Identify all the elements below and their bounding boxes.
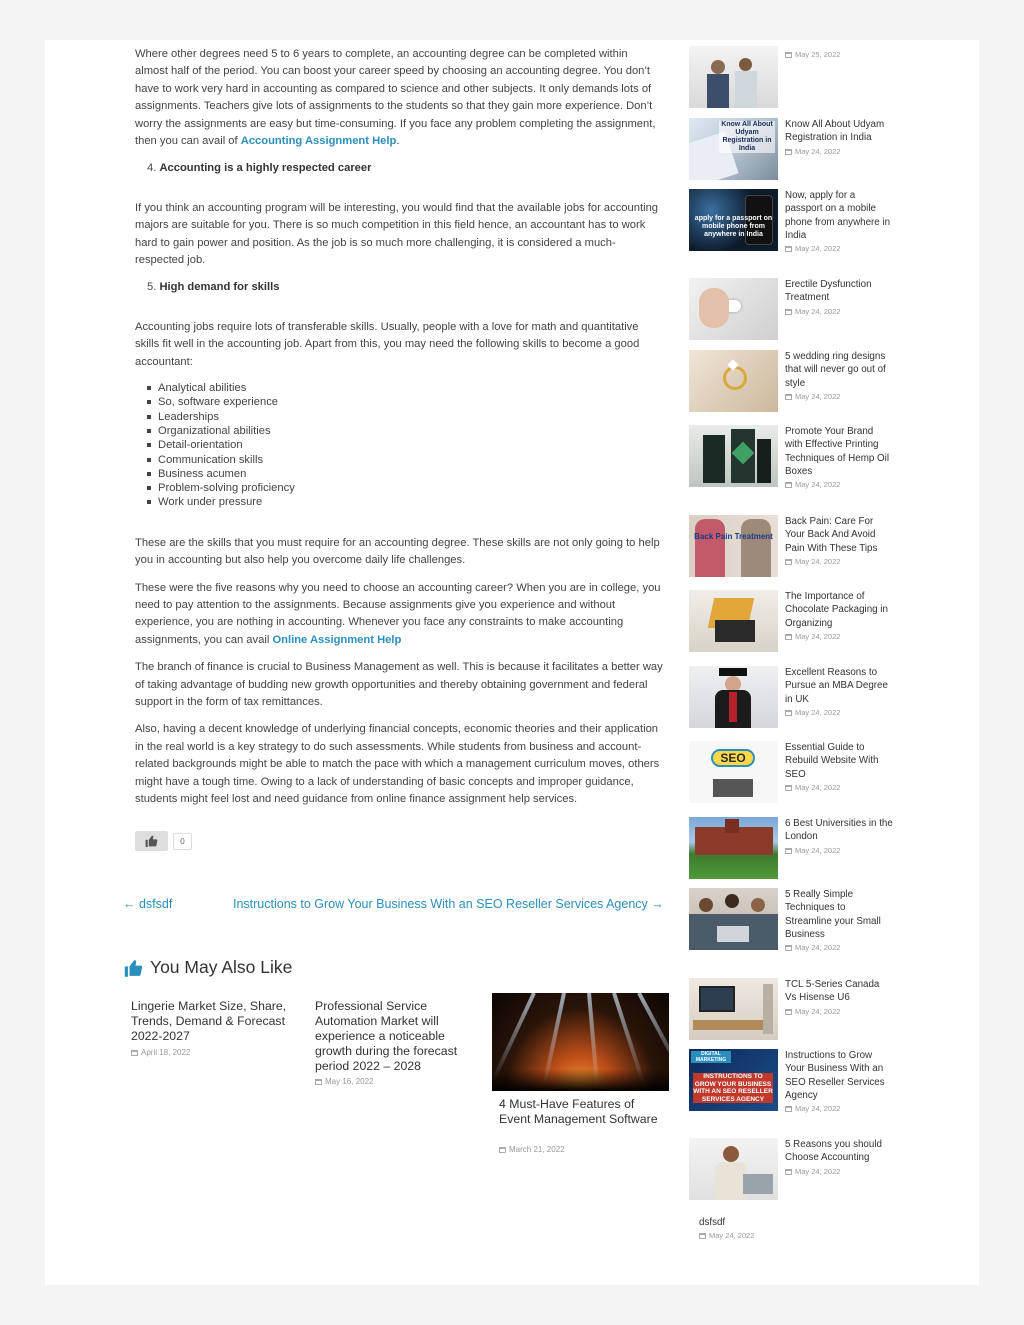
sidebar-post-date: May 24, 2022 [785, 147, 893, 156]
sidebar-post-thumbnail[interactable] [689, 278, 778, 340]
calendar-icon [785, 394, 792, 400]
online-assignment-help-link[interactable]: Online Assignment Help [272, 633, 402, 646]
sidebar-post-date: May 24, 2022 [785, 557, 893, 566]
sidebar-post-title[interactable]: 5 Really Simple Techniques to Streamline your Small Business [785, 889, 881, 940]
sidebar-post-date: May 25, 2022 [785, 50, 893, 59]
thumbs-up-icon [145, 835, 158, 847]
calendar-icon [785, 52, 792, 58]
calendar-icon [785, 559, 792, 565]
related-post-date: May 16, 2022 [315, 1077, 373, 1086]
calendar-icon [699, 1233, 706, 1239]
paragraph-7: Also, having a decent knowledge of underlying financial concepts, economic theories and their application in the real world is a key strategy to do such assessments. While students from business and account-related backgrounds might be able to match the pace with which a management curriculum moves, others might have a tough time. Owing to a lack of understanding of basic concepts and improper guidance, students might feel lost and need guidance from online finance assignment help services. [135, 723, 660, 806]
sidebar-post-date: May 24, 2022 [785, 708, 893, 717]
calendar-icon [785, 634, 792, 640]
like-count: 0 [173, 833, 192, 850]
calendar-icon [785, 1009, 792, 1015]
related-post-date: March 21, 2022 [499, 1145, 565, 1154]
sidebar-post-thumbnail[interactable] [689, 1138, 778, 1200]
sidebar-post-title[interactable]: Promote Your Brand with Effective Printing Techniques of Hemp Oil Boxes [785, 426, 890, 477]
sidebar-post-title[interactable]: Back Pain: Care For Your Back And Avoid Pain With These Tips [785, 516, 878, 554]
sidebar-post-title[interactable]: Excellent Reasons to Pursue an MBA Degree in UK [785, 667, 888, 705]
sidebar-post-thumbnail[interactable] [689, 888, 778, 950]
list-item: Communication skills [147, 453, 663, 467]
calendar-icon [785, 1169, 792, 1175]
sidebar-post-thumbnail[interactable] [689, 46, 778, 108]
sidebar-post-date: May 24, 2022 [785, 480, 893, 489]
calendar-icon [785, 710, 792, 716]
related-post-title[interactable]: Lingerie Market Size, Share, Trends, Demand & Forecast 2022-2027 [131, 999, 287, 1043]
related-post-title[interactable]: Professional Service Automation Market will experience a noticeable growth during the forecast period 2022 – 2028 [315, 999, 458, 1073]
sidebar-post-title[interactable]: 6 Best Universities in the London [785, 818, 893, 843]
sidebar-post-thumbnail[interactable] [689, 666, 778, 728]
calendar-icon [785, 1106, 792, 1112]
related-post-date: April 18, 2022 [131, 1048, 190, 1057]
sidebar-post-date: May 24, 2022 [785, 392, 893, 401]
sidebar-post-title[interactable]: Instructions to Grow Your Business With an SEO Reseller Services Agency [785, 1050, 885, 1101]
sidebar-post-title[interactable]: 5 Reasons you should Choose Accounting [785, 1139, 882, 1164]
sidebar-post-thumbnail[interactable]: DIGITAL MARKETING INSTRUCTIONS TO GROW YOUR BUSINESS WITH AN SEO RESELLER SERVICES AGENCY [689, 1049, 778, 1111]
calendar-icon [785, 482, 792, 488]
related-post-title[interactable]: 4 Must-Have Features of Event Management Software [499, 1097, 658, 1126]
list-item: Problem-solving proficiency [147, 481, 663, 495]
list-item-4: 4. Accounting is a highly respected career [147, 162, 372, 175]
sidebar-post-title[interactable]: Essential Guide to Rebuild Website With SEO [785, 742, 879, 780]
sidebar-post-date: May 24, 2022 [785, 632, 893, 641]
sidebar-post-title[interactable]: The Importance of Chocolate Packaging in Organizing [785, 591, 888, 629]
sidebar-post-date: May 24, 2022 [785, 307, 893, 316]
calendar-icon [499, 1147, 506, 1153]
calendar-icon [785, 848, 792, 854]
sidebar-post-date: May 24, 2022 [785, 846, 893, 855]
list-item: Detail-orientation [147, 438, 663, 452]
sidebar-post-title[interactable]: Know All About Udyam Registration in India [785, 119, 885, 144]
related-heading: You May Also Like [124, 957, 292, 978]
sidebar-post-title[interactable]: 5 wedding ring designs that will never go out of style [785, 351, 886, 389]
sidebar-post-thumbnail[interactable] [689, 978, 778, 1040]
sidebar-post-date: May 24, 2022 [785, 783, 893, 792]
list-item-5: 5. High demand for skills [147, 281, 280, 294]
list-item: Business acumen [147, 467, 663, 481]
next-post-link[interactable]: Instructions to Grow Your Business With an SEO Reseller Services Agency → [233, 897, 664, 911]
like-button[interactable] [135, 831, 168, 851]
list-item: So, software experience [147, 395, 663, 409]
sidebar-post-date: May 24, 2022 [785, 1104, 893, 1113]
previous-post-link[interactable]: ← dsfsdf [123, 897, 173, 911]
sidebar-post-thumbnail[interactable] [689, 817, 778, 879]
sidebar-post-date: May 24, 2022 [785, 1007, 893, 1016]
paragraph-1: Where other degrees need 5 to 6 years to complete, an accounting degree can be completed within almost half of the period. You can boost your career speed by choosing an accounting degree. You don’t have to work very hard in accounting as compared to science and other subjects. It only demands lots of assignments. Teachers give lots of assignments to the students so that they gain more experience. Don’t worry the assignments are easy but time-consuming. If you face any problem completing the assignment, then you can avail of Accounting Assignment Help. [135, 48, 656, 148]
calendar-icon [785, 149, 792, 155]
sidebar-post-date: May 24, 2022 [785, 1167, 893, 1176]
sidebar-post-thumbnail[interactable] [689, 425, 778, 487]
calendar-icon [785, 785, 792, 791]
calendar-icon [315, 1079, 322, 1085]
sidebar-post-date: May 24, 2022 [785, 943, 893, 952]
paragraph-3: Accounting jobs require lots of transferable skills. Usually, people with a love for math and quantitative skills fit well in the accounting job. Apart from this, you may need the following skills to become a good accountant: [135, 320, 640, 368]
sidebar-post[interactable] [699, 1216, 904, 1240]
thumbs-up-icon [124, 959, 143, 977]
list-item: Leaderships [147, 410, 663, 424]
sidebar-post-thumbnail[interactable] [689, 590, 778, 652]
sidebar-post-thumbnail[interactable]: Know All About Udyam Registration in India [689, 118, 778, 180]
accounting-assignment-help-link[interactable]: Accounting Assignment Help [240, 135, 397, 148]
skills-list [147, 381, 663, 510]
sidebar-post-title[interactable]: Erectile Dysfunction Treatment [785, 279, 872, 304]
sidebar-post-title[interactable]: dsfsdf [699, 1217, 726, 1228]
list-item: Analytical abilities [147, 381, 663, 395]
article-body [135, 46, 663, 818]
paragraph-6: The branch of finance is crucial to Business Management as well. This is because it facilitates a better way of taking advantage of budding new growth opportunities and thereby obtaining government and federal support in the form of tax remittances. [135, 661, 663, 709]
calendar-icon [785, 309, 792, 315]
sidebar-post-thumbnail[interactable]: Back Pain Treatment [689, 515, 778, 577]
paragraph-5: These were the five reasons why you need to choose an accounting career? When you are in college, you need to pay attention to the assignments. Because assignments give you experience and without experience, you are nothing in accounting. Whenever you face any constraints to make accounting assignments, you can avail Online Assignment Help [135, 581, 661, 646]
sidebar-post-thumbnail[interactable] [689, 350, 778, 412]
calendar-icon [785, 945, 792, 951]
paragraph-4: These are the skills that you must require for an accounting degree. These skills are not only going to help you in accounting but also help you overcome daily life challenges. [135, 536, 660, 567]
calendar-icon [785, 246, 792, 252]
sidebar-post-date: May 24, 2022 [699, 1231, 904, 1240]
concert-image[interactable] [492, 993, 669, 1091]
sidebar-post-title[interactable]: TCL 5-Series Canada Vs Hisense U6 [785, 979, 880, 1004]
calendar-icon [131, 1050, 138, 1056]
list-item: Work under pressure [147, 495, 663, 509]
paragraph-2: If you think an accounting program will be interesting, you would find that the available jobs for accounting majors are suitable for you. There is so much competition in this field hence, an accountant has to work hard to gain power and position. As the job is so much more challenging, it is considered a much-respected job. [135, 201, 659, 267]
sidebar-post-thumbnail[interactable]: apply for a passport on mobile phone from anywhere in India [689, 189, 778, 251]
sidebar-post-date: May 24, 2022 [785, 244, 893, 253]
sidebar-post-thumbnail[interactable]: SEO [689, 741, 778, 803]
list-item: Organizational abilities [147, 424, 663, 438]
sidebar-post-title[interactable]: Now, apply for a passport on a mobile phone from anywhere in India [785, 190, 891, 241]
